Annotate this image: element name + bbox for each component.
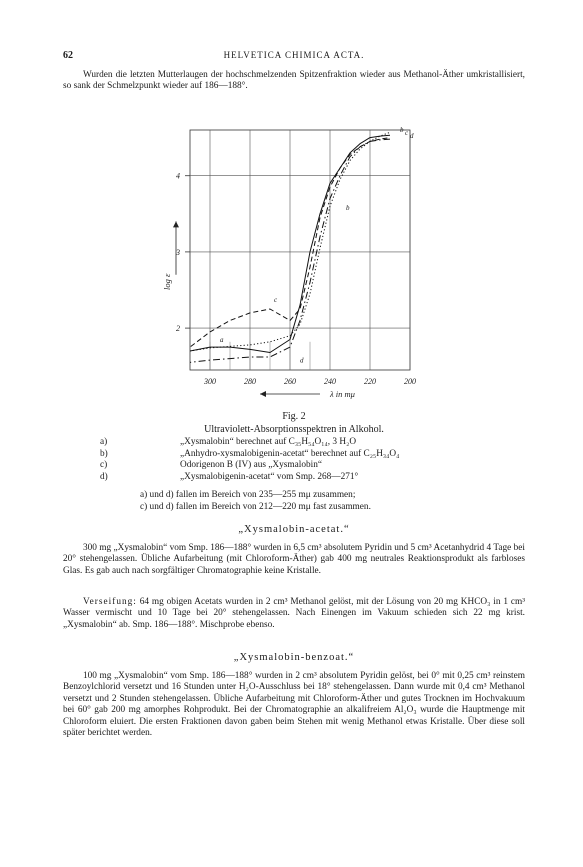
legend-note-1: a) und d) fallen im Bereich von 235—255 mμ zusammen;	[140, 490, 356, 500]
y-tick-label: 3	[176, 247, 180, 257]
curve-label-a: a	[220, 335, 224, 344]
legend-text: „Xysmalobin“ berechnet auf C₃₅H₅₄O₁₄, 3 H₂O	[180, 437, 357, 447]
legend-row-c	[100, 460, 540, 472]
x-tick-label: 240	[324, 377, 336, 386]
figure-legend	[100, 437, 540, 483]
curve-label-top-c: c	[405, 128, 409, 137]
legend-row-a	[100, 437, 540, 449]
series-line-b	[170, 132, 390, 357]
legend-key: a)	[100, 437, 108, 447]
verseifung-label: Verseifung:	[83, 597, 137, 607]
figure-caption: Ultraviolett-Absorptionsspektren in Alkohol.	[204, 424, 384, 435]
series-line-d	[170, 139, 390, 366]
curve-label-c: c	[274, 296, 278, 305]
curve-label-top-d: d	[410, 131, 414, 140]
y-tick-label: 4	[176, 171, 180, 181]
plot-frame	[190, 130, 410, 370]
page-number: 62	[63, 50, 73, 61]
x-tick-label: 200	[404, 377, 416, 386]
acetat-paragraph: 300 mg „Xysmalobin“ vom Smp. 186—188° wurden in 6,5 cm³ absolutem Pyridin und 5 cm³ Acetanhydrid 4 Tage bei 20° stehengelassen. Übliche Aufarbeitung (mit Chloroform-Äther) gab 400 mg neutrales Reaktionsprodukt als farbloses Glas. Es gab auch nach sorgfältiger Chromatographie keine Kristalle.	[63, 543, 525, 576]
x-axis-label: λ in mμ	[330, 389, 355, 399]
running-head	[63, 50, 525, 64]
y-tick-label: 2	[176, 324, 180, 334]
benzoat-paragraph: 100 mg „Xysmalobin“ vom Smp. 186—188° wurden in 2 cm³ absolutem Pyridin gelöst, bei 0° mit 0,25 cm³ reinstem Benzoylchlorid versetzt und 16 Stunden unter H₂O-Ausschluss bei 18° stehengelassen. Dann wurde mit 0,4 cm³ Methanol versetzt und 2 Stunden stehengelassen. Übliche Aufarbeitung mit Chloroform-Äther und gutes Trocknen im Hochvakuum bei 60° gab 200 mg amorphes Rohprodukt. Bei der Chromatographie an alkalifreiem Al₂O₃ wurde die Hauptmenge mit Chloroform eluiert. Die ersten Fraktionen davon gaben beim Stehen mit wenig Methanol etwas Kristalle. Über diese soll später berichtet werden.	[63, 671, 525, 739]
x-tick-label: 220	[364, 377, 376, 386]
legend-text: „Anhydro-xysmalobigenin-acetat“ berechnet auf C₂₅H₃₄O₄	[180, 448, 400, 459]
y-axis-label: log ε	[162, 273, 172, 290]
figure-label: Fig. 2	[282, 411, 306, 422]
legend-text: Odorigenon B (IV) aus „Xysmalobin“	[180, 460, 323, 471]
chart-svg	[140, 105, 440, 415]
section-heading-acetat: „Xysmalobin-acetat.“	[238, 524, 350, 535]
section-heading-benzoat: „Xysmalobin-benzoat.“	[233, 652, 355, 663]
x-axis-arrow-head	[260, 391, 266, 397]
legend-key: c)	[100, 460, 108, 471]
legend-key: d)	[100, 471, 108, 482]
legend-note-2: c) und d) fallen im Bereich von 212—220 mμ fast zusammen.	[140, 502, 371, 512]
verseifung-text: 64 mg obigen Acetats wurden in 2 cm³ Methanol gelöst, mit der Lösung von 20 mg KHCO₃ in 1 cm³ Wasser vermischt und 10 Tage bei 20° stehengelassen. Nach Einengen im Vakuum schieden sich 22 mg krist. „Xysmalobin“ ab. Smp. 186—188°. Mischprobe ebenso.	[63, 597, 525, 630]
legend-key: b)	[100, 448, 108, 459]
series-line-c	[170, 138, 390, 359]
y-axis-arrow-head	[173, 221, 179, 227]
uv-spectrum-chart	[140, 105, 440, 415]
legend-row-d	[100, 472, 540, 484]
verseifung-paragraph	[63, 597, 525, 631]
x-tick-label: 300	[204, 377, 216, 386]
legend-row-b	[100, 449, 540, 461]
curve-label-b: b	[346, 204, 350, 212]
x-tick-label: 260	[284, 377, 296, 386]
curve-label-top-b: b	[400, 125, 404, 134]
legend-text: „Xysmalobigenin-acetat“ vom Smp. 268—271°	[180, 471, 359, 482]
journal-title: HELVETICA CHIMICA ACTA.	[223, 50, 365, 60]
x-tick-label: 280	[244, 377, 256, 386]
curve-label-d: d	[300, 356, 304, 365]
intro-paragraph: Wurden die letzten Mutterlaugen der hochschmelzenden Spitzenfraktion wieder aus Methanol-Äther umkristallisiert, so sank der Schmelzpunkt wieder auf 186—188°.	[63, 70, 525, 92]
